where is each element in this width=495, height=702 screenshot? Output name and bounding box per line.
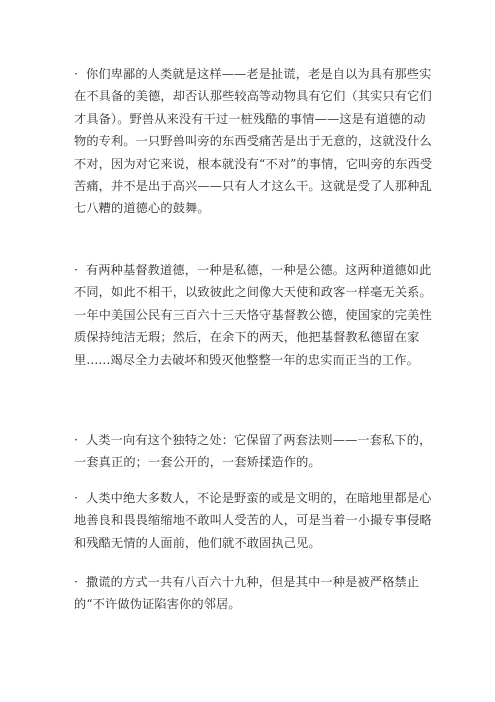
paragraph-text: 撒谎的方式一共有八百六十九种，但是其中一种是被严格禁止的“不许做伪证陷害你的邻居。 [74,575,420,612]
paragraph-1 [74,63,434,220]
paragraph-3 [74,429,434,474]
bullet-mark: · [74,491,79,505]
paragraph-text: 人类中绝大多数人，不论是野蛮的或是文明的，在暗地里都是心地善良和畏畏缩缩地不敢叫人受苦的人，可是当着一小撮专事侵略和残酷无情的人面前，他们就不敢固执己见。 [74,491,432,550]
bullet-mark: · [74,575,79,589]
paragraph-2 [74,259,434,371]
paragraph-4 [74,487,434,554]
paragraph-text: 人类一向有这个独特之处：它保留了两套法则——一套私下的，一套真正的；一套公开的，一套矫揉造作的。 [74,433,432,470]
paragraph-text: 有两种基督教道德，一种是私德，一种是公德。这两种道德如此不同，如此不相干，以致彼此之间像大天使和政客一样毫无关系。一年中美国公民有三百六十三天恪守基督教公德，使国家的完美性质保持纯洁无瑕；然后，在余下的两天，他把基督教私德留在家里......竭尽全力去破坏和毁灭他整整一年的忠实而正当的工作。 [74,263,432,367]
paragraph-text: 你们卑鄙的人类就是这样——老是扯谎，老是自以为具有那些实在不具备的美德，却否认那些较高等动物具有它们（其实只有它们才具备）。野兽从来没有干过一桩残酷的事情——这是有道德的动物的专利。一只野兽叫旁的东西受痛苦是出于无意的，这就没什么不对，因为对它来说，根本就没有“不对”的事情，它叫旁的东西受苦痛，并不是出于高兴——只有人才这么干。这就是受了人那种乱七八糟的道德心的鼓舞。 [74,67,433,216]
bullet-mark: · [74,433,79,447]
bullet-mark: · [74,263,79,277]
paragraph-5 [74,571,434,616]
bullet-mark: · [74,67,79,81]
